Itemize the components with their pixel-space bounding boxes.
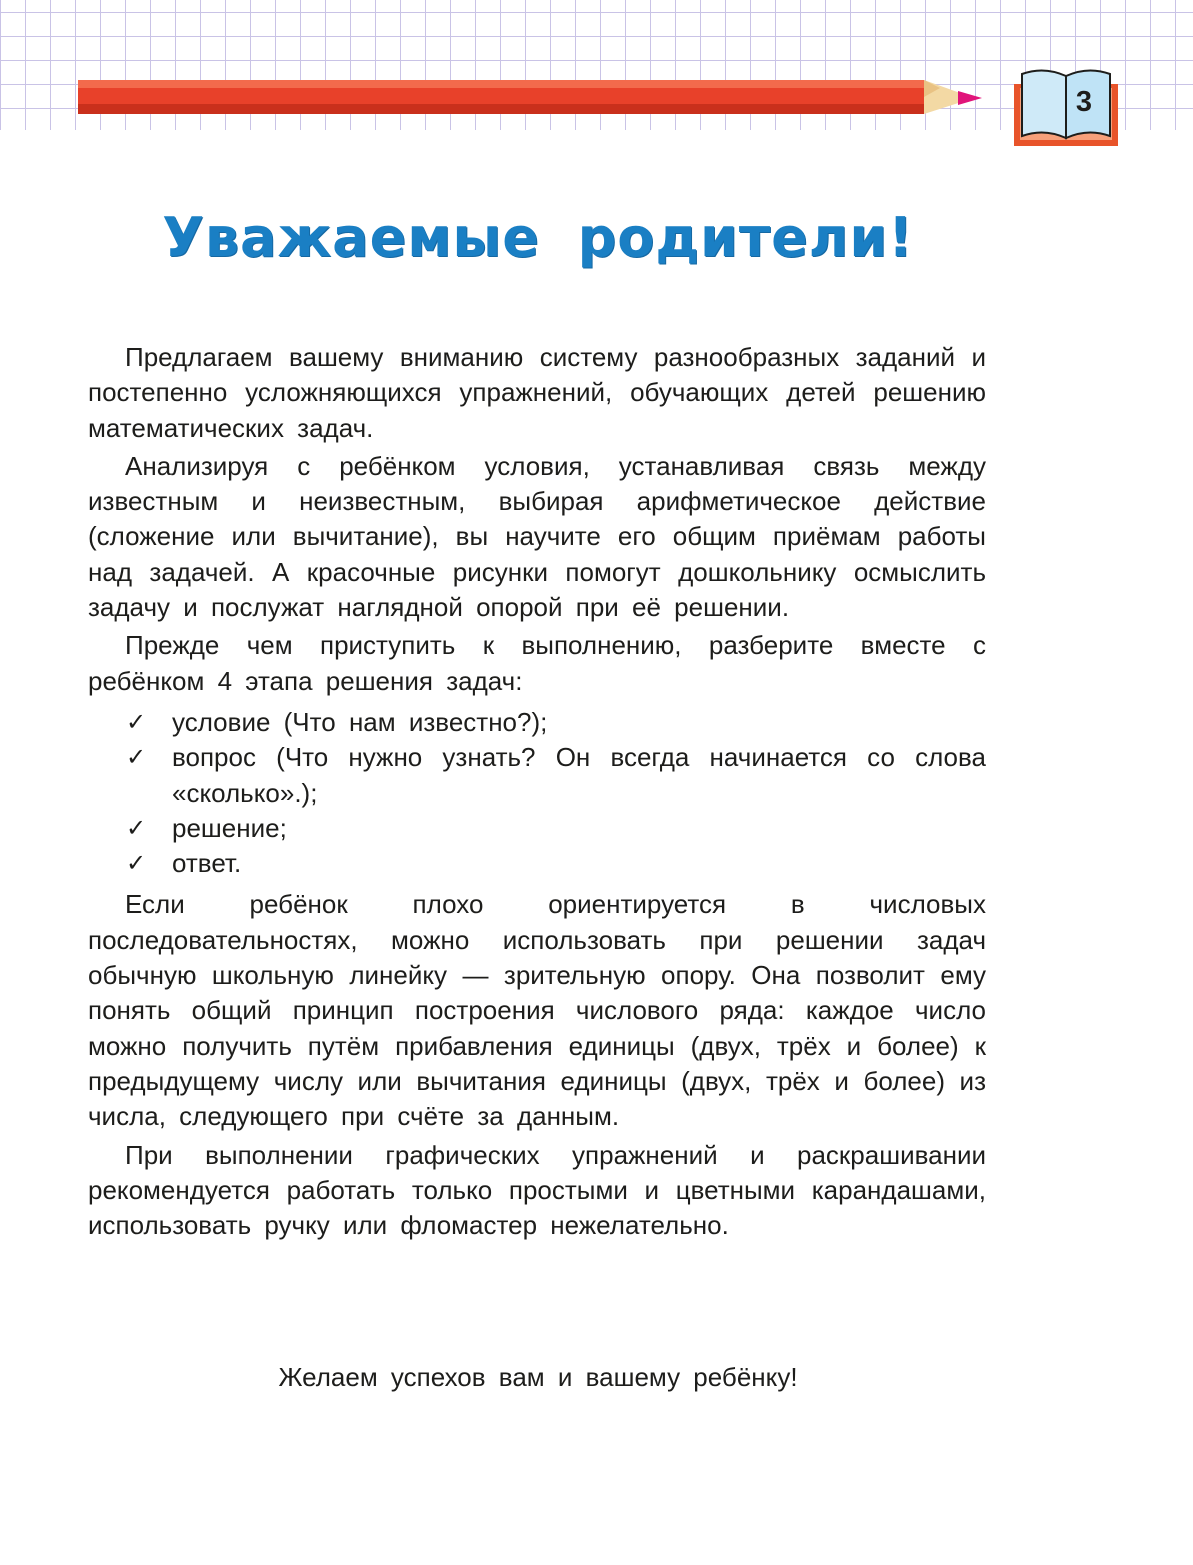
checklist-item <box>126 846 986 881</box>
paragraph-pencils: При выполнении графических упражнений и раскрашивании рекомендуется работать только простыми и цветными карандашами, использовать ручку или фломастер нежелательно. <box>88 1139 986 1241</box>
checklist-item-text: решение; <box>172 812 287 843</box>
checklist-item <box>126 740 986 811</box>
checklist-item-text: ответ. <box>172 848 242 879</box>
checklist-item-text: условие (Что нам известно?); <box>172 706 548 737</box>
page-title: Уважаемые родители! <box>162 206 914 269</box>
check-icon: ✓ <box>126 850 147 878</box>
checklist-item <box>126 705 986 740</box>
body-text <box>88 340 986 1246</box>
check-icon: ✓ <box>126 814 147 842</box>
closing-wish: Желаем успехов вам и вашему ребёнку! <box>278 1362 798 1392</box>
paragraph-analysis: Анализируя с ребёнком условия, устанавливая связь между известным и неизвестным, выбирая арифметическое действие (сложение или вычитание), вы научите его общим приёмам работы над задачей. А красочные рисунки помогут дошкольнику осмыслить задачу и послужат наглядной опорой при её решении. <box>88 450 986 623</box>
paragraph-ruler: Если ребёнок плохо ориентируется в числовых последовательностях, можно использовать при решении задач обычную школьную линейку — зрительную опору. Она позволит ему понять общий принцип построения числового ряда: каждое число можно получить путём прибавления единицы (двух, трёх и более) к предыдущему числу или вычитания единицы (двух, трёх и более) из числа, следующего при счёте за данным. <box>88 889 986 1132</box>
stages-checklist <box>88 705 986 881</box>
pencil-icon <box>78 76 982 118</box>
checklist-item <box>126 811 986 846</box>
check-icon: ✓ <box>126 708 147 736</box>
page-number: 3 <box>1075 86 1093 118</box>
check-icon: ✓ <box>126 744 147 772</box>
paragraph-intro: Предлагаем вашему вниманию систему разнообразных заданий и постепенно усложняющихся упражнений, обучающих детей решению математических задач. <box>88 342 986 443</box>
checklist-item-text: вопрос (Что нужно узнать? Он всегда начинается со слова «сколько».); <box>172 742 986 808</box>
paragraph-stages: Прежде чем приступить к выполнению, разберите вместе с ребёнком 4 этапа решения задач: <box>88 630 986 696</box>
